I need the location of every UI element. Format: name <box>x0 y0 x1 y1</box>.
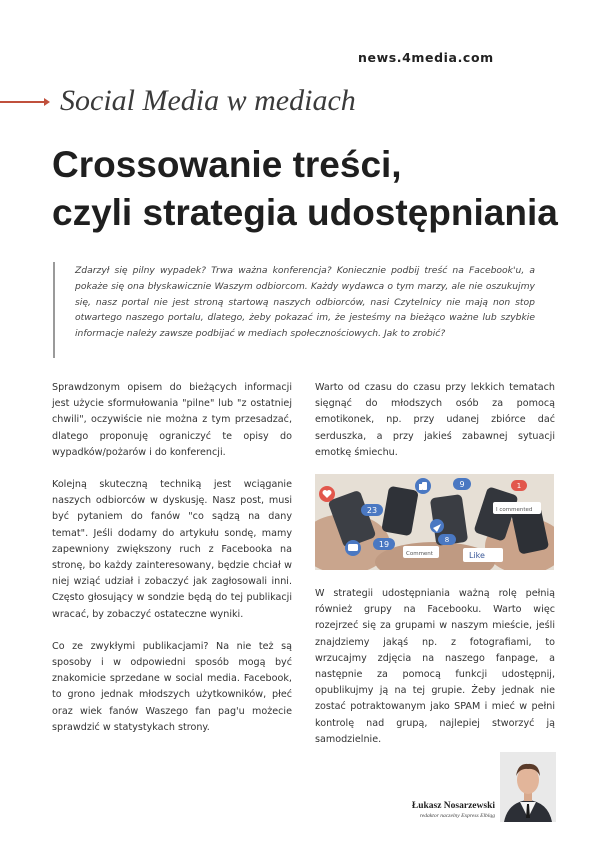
notification-badge <box>373 538 395 550</box>
comment-label <box>403 546 439 558</box>
notification-badge <box>511 480 527 491</box>
section-accent-line <box>0 101 46 103</box>
section-accent-arrow <box>44 98 50 106</box>
article-title <box>52 141 582 237</box>
paragraph: Sprawdzonym opisem do bieżących informacji jest użycie sformułowania "pilne" lub "z ostatniej chwili", oczywiście nie można z tym przesadzać, dlatego proponuję ograniczyć te opisy do wypadków/pożarów i do konferencji. <box>52 382 292 458</box>
paragraph: Co ze zwykłymi publikacjami? Na nie też są sposoby i w odpowiedni sposób mogą być znakomicie sprzedane w social media. Facebook, to grono jednak młodszych użytkowników, płeć oraz wiek fanów Waszego fan pag'u możecie sprawdzić w statystykach strony. <box>52 640 292 733</box>
share-icon <box>430 519 444 533</box>
author-role: redaktor naczelny Express Elbląg <box>419 813 495 819</box>
lead-quote-bar <box>53 262 55 358</box>
svg-text:23: 23 <box>366 506 378 515</box>
svg-text:19: 19 <box>378 540 390 549</box>
comment-icon <box>345 540 361 556</box>
notification-badge <box>438 534 456 545</box>
social-media-illustration <box>315 474 554 570</box>
notification-badge <box>361 504 383 516</box>
heart-icon <box>319 486 335 502</box>
paragraph: Warto od czasu do czasu przy lekkich tematach sięgnąć do młodszych osób za pomocą emotikonek, np. przy udanej zbiórce dać serduszka, a przy jakieś zabawnej sytuacji emotkę śmiechu. <box>315 382 555 458</box>
site-name: news.4media.com <box>358 50 494 65</box>
svg-text:1: 1 <box>516 482 522 490</box>
svg-text:8: 8 <box>444 536 450 544</box>
paragraph: W strategii udostępniania ważną rolę pełnią również grupy na Facebooku. Warto więc rozejrzeć się za grupami w naszym mieście, jeśli znajdziemy jakąś np. z fotografiami, to wrzucajmy zdjęcia na naszego fanpage, a następnie za pomocą funkcji udostępnij, opublikujmy ją na tej grupie. Żeby jednak nie zostać potraktowanym jako SPAM i mieć w pełni kontrolę nad grupą, najlepiej stworzyć ją samodzielnie. <box>315 588 555 745</box>
right-column-top <box>315 380 555 477</box>
author-portrait <box>500 752 556 822</box>
paragraph: Kolejną skuteczną techniką jest wciąganie naszych odbiorców w dyskusję. Nasz post, musi być pytaniem do fanów "co sądzą na dany temat". Jeśli dodamy do artykułu sondę, mamy zapewniony zwiększony ruch z Facebooka na stronę, bo każdy zainteresowany, będzie chciał w niej wziąć udział i zobaczyć jak zagłosowali inni. Często głosujący w sondzie będą do tej publikacji wracać, by zobaczyć ostateczne wyniki. <box>52 479 292 620</box>
notification-badge <box>453 478 471 490</box>
left-column <box>52 380 292 752</box>
svg-text:9: 9 <box>459 480 465 489</box>
svg-text:Comment: Comment <box>406 551 433 557</box>
author-name: Łukasz Nosarzewski <box>411 801 495 811</box>
like-label <box>463 548 503 562</box>
author-avatar <box>500 752 556 822</box>
commented-label <box>493 502 541 514</box>
like-icon <box>415 478 431 494</box>
svg-text:Like: Like <box>469 551 485 560</box>
section-name: Social Media w mediach <box>60 84 356 117</box>
svg-text:I commented: I commented <box>496 507 533 513</box>
article-title-line: czyli strategia udostępniania <box>52 192 558 233</box>
article-title-line: Crossowanie treści, <box>52 144 402 185</box>
right-column-bottom <box>315 586 555 764</box>
article-lead: Zdarzył się pilny wypadek? Trwa ważna konferencja? Koniecznie podbij treść na Facebook'u, a pokaże się ona błyskawicznie Waszym odbiorcom. Każdy wydawca o tym marzy, ale nie oszukujmy się, nasz portal nie jest stroną startową naszych odbiorców, nasi Czytelnicy nie mają non stop otwartego naszego portalu, dlatego, żeby pokazać im, że jesteśmy na bieżąco ważne lub szybkie informacje należy zawsze podbijać w mediach społecznościowych. Jak to zrobić? <box>75 265 535 340</box>
social-media-photo <box>315 474 554 570</box>
